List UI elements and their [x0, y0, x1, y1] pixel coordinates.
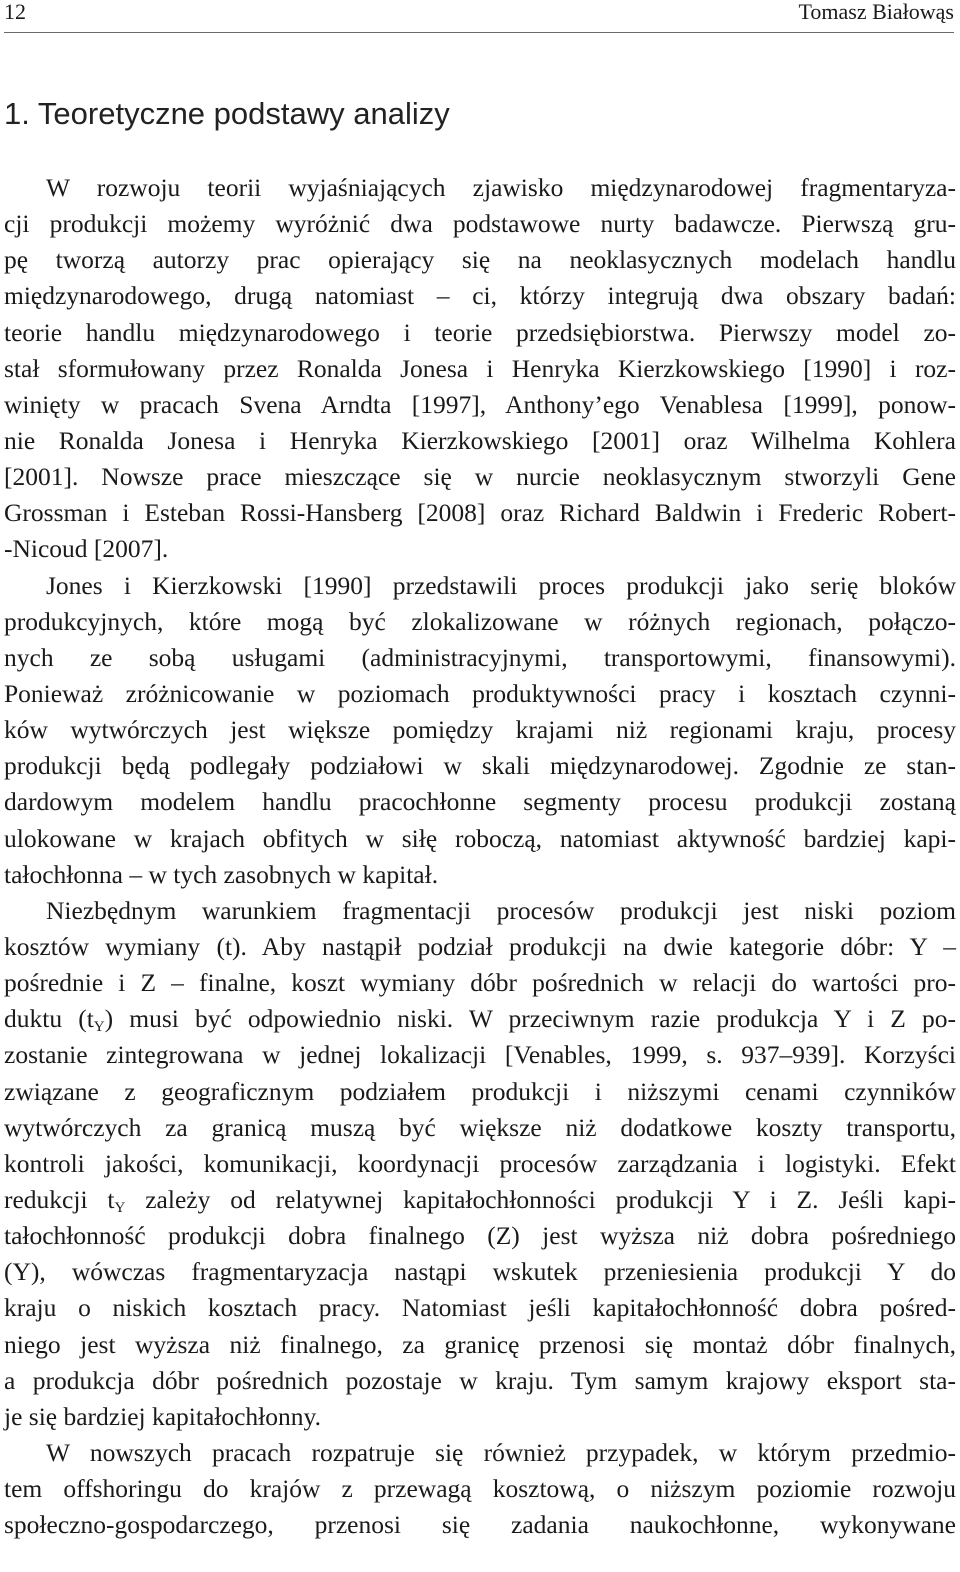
text-line: [2001]. Nowsze prace mieszczące się w nurcie neoklasycznym stworzyli Gene: [4, 462, 956, 492]
paragraph-3: [4, 893, 956, 1435]
text-line: teorie handlu międzynarodowego i teorie przedsiębiorstwa. Pierwszy model zo-: [4, 317, 956, 347]
text-line: je się bardziej kapitałochłonny.: [4, 1401, 321, 1431]
text-line: produkcyjnych, które mogą być zlokalizowane w różnych regionach, połączo-: [4, 606, 956, 636]
body-text: [4, 170, 956, 1543]
section-heading: 1. Teoretyczne podstawy analizy: [4, 96, 450, 131]
text-line: kosztów wymiany (t). Aby nastąpił podział produkcji na dwie kategorie dóbr: Y –: [4, 931, 956, 961]
text-line: kontroli jakości, komunikacji, koordynacji procesów zarządzania i logistyki. Efekt: [4, 1148, 956, 1178]
text-line: W nowszych pracach rozpatruje się również przypadek, w którym przedmio-: [46, 1437, 956, 1467]
text-line: winięty w pracach Svena Arndta [1997], Anthony’ego Venablesa [1999], ponow-: [4, 389, 956, 419]
text-line: kraju o niskich kosztach pracy. Natomiast jeśli kapitałochłonność dobra pośred-: [4, 1293, 956, 1323]
text-line: nie Ronalda Jonesa i Henryka Kierzkowskiego [2001] oraz Wilhelma Kohlera: [4, 425, 956, 455]
text-line-with-subscript: [4, 1001, 956, 1037]
text-line: tałochłonność produkcji dobra finalnego (Z) jest wyższa niż dobra pośredniego: [4, 1221, 956, 1251]
text-line: zostanie zintegrowana w jednej lokalizacji [Venables, 1999, s. 937–939]. Korzyści: [4, 1040, 956, 1070]
text-line: produkcji będą podlegały podziałowi w skali międzynarodowej. Zgodnie ze stan-: [4, 751, 956, 781]
paragraph-4: [4, 1435, 956, 1543]
text-fragment: ) musi być odpowiednio niski. W przeciwnym razie produkcja Y i Z po-: [104, 1004, 956, 1034]
subscript: Y: [93, 1019, 105, 1036]
text-line: wytwórczych za granicą muszą być większe niż dodatkowe koszty transportu,: [4, 1112, 956, 1142]
text-line: Jones i Kierzkowski [1990] przedstawili proces produkcji jako serię bloków: [46, 570, 956, 600]
text-line: pośrednie i Z – finalne, koszt wymiany dóbr pośrednich w relacji do wartości pro-: [4, 968, 956, 998]
text-line: -Nicoud [2007].: [4, 534, 169, 564]
text-line: stał sformułowany przez Ronalda Jonesa i Henryka Kierzkowskiego [1990] i roz-: [4, 353, 956, 383]
text-line: (Y), wówczas fragmentaryzacja nastąpi wskutek przeniesienia produkcji Y do: [4, 1257, 956, 1287]
text-line: Ponieważ zróżnicowanie w poziomach produktywności pracy i kosztach czynni-: [4, 678, 956, 708]
text-line: nych ze sobą usługami (administracyjnymi, transportowymi, finansowymi).: [4, 642, 956, 672]
text-line: pę tworzą autorzy prac opierający się na neoklasycznych modelach handlu: [4, 245, 956, 275]
text-line: a produkcja dóbr pośrednich pozostaje w kraju. Tym samym krajowy eksport sta-: [4, 1365, 956, 1395]
text-line: ulokowane w krajach obfitych w siłę roboczą, natomiast aktywność bardziej kapi-: [4, 823, 956, 853]
text-line: cji produkcji możemy wyróżnić dwa podstawowe nurty badawcze. Pierwszą gru-: [4, 209, 956, 239]
running-header-author: Tomasz Białowąs: [798, 0, 954, 24]
text-line: ków wytwórczych jest większe pomiędzy krajami niż regionami kraju, procesy: [4, 715, 956, 745]
text-line: społeczno-gospodarczego, przenosi się zadania naukochłonne, wykonywane: [4, 1510, 956, 1540]
text-line: Niezbędnym warunkiem fragmentacji procesów produkcji jest niski poziom: [46, 895, 956, 925]
text-line: związane z geograficznym podziałem produkcji i niższymi cenami czynników: [4, 1076, 956, 1106]
paragraph-2: [4, 568, 956, 893]
text-line: niego jest wyższa niż finalnego, za granicę przenosi się montaż dóbr finalnych,: [4, 1329, 956, 1359]
text-line: międzynarodowego, drugą natomiast – ci, którzy integrują dwa obszary badań:: [4, 281, 956, 311]
text-line: tałochłonna – w tych zasobnych w kapitał.: [4, 859, 439, 889]
text-line: dardowym modelem handlu pracochłonne segmenty procesu produkcji zostaną: [4, 787, 956, 817]
text-fragment: duktu (t: [4, 1004, 94, 1034]
text-fragment: zależy od relatywnej kapitałochłonności produkcji Y i Z. Jeśli kapi-: [125, 1184, 956, 1214]
text-line: W rozwoju teorii wyjaśniających zjawisko międzynarodowej fragmentaryza-: [46, 173, 956, 202]
subscript: Y: [114, 1199, 126, 1216]
text-fragment: redukcji t: [4, 1184, 115, 1214]
running-header: [4, 0, 954, 33]
paragraph-1: [4, 170, 956, 568]
text-line: tem offshoringu do krajów z przewagą kosztową, o niższym poziomie rozwoju: [4, 1474, 956, 1504]
text-line-with-subscript: [4, 1182, 956, 1218]
text-line: Grossman i Esteban Rossi-Hansberg [2008] oraz Richard Baldwin i Frederic Robert-: [4, 498, 956, 528]
page-number: 12: [4, 0, 26, 24]
